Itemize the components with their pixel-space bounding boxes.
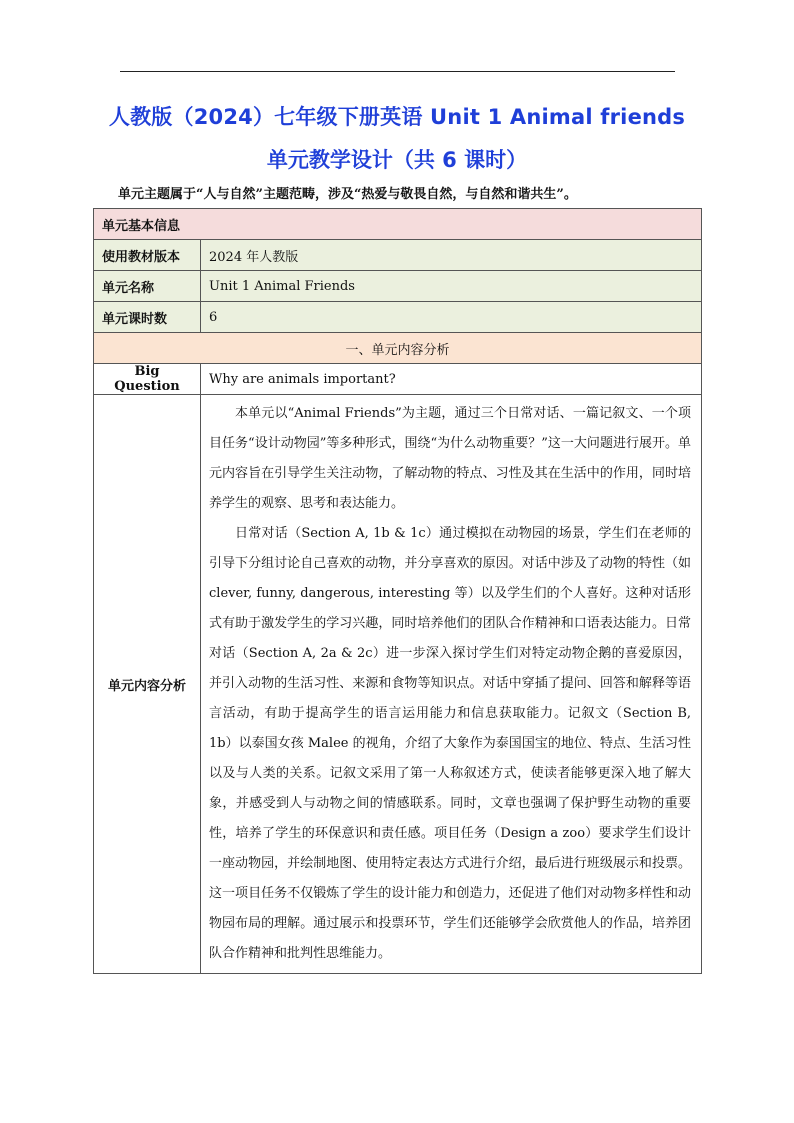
analysis-paragraph: 日常对话（Section A, 1b & 1c）通过模拟在动物园的场景，学生们在老师的引导下分组讨论自己喜欢的动物，并分享喜欢的原因。对话中涉及了动物的特性（如 clever, funny, dangerous, interesting 等）以及学生们的个人喜好。这种对话形式有助于激发学生的学习兴趣，同时培养他们的团队合作精神和口语表达能力。日常对话（Section A, 2a & 2c）进一步深入探讨学生们对特定动物企鹅的喜爱原因，并引入动物的生活习性、来源和食物等知识点。对话中穿插了提问、回答和解释等语言活动，有助于提高学生的语言运用能力和信息获取能力。记叙文（Section B, 1b）以泰国女孩 Malee 的视角，介绍了大象作为泰国国宝的地位、特点、生活习性以及与人类的关系。记叙文采用了第一人称叙述方式，使读者能够更深入地了解大象，并感受到人与动物之间的情感联系。同时，文章也强调了保护野生动物的重要性，培养了学生的环保意识和责任感。项目任务（Design a zoo）要求学生们设计一座动物园，并绘制地图、使用特定表达方式进行介绍，最后进行班级展示和投票。这一项目任务不仅锻炼了学生的设计能力和创造力，还促进了他们对动物多样性和动物园布局的理解。通过展示和投票环节，学生们还能够学会欣赏他人的作品，培养团队合作精神和批判性思维能力。 (209, 526, 692, 961)
big-question-row (94, 364, 702, 395)
analysis-paragraph: 本单元以“Animal Friends”为主题，通过三个日常对话、一篇记叙文、一个项目任务“设计动物园”等多种形式，围绕“为什么动物重要？”这一大问题进行展开。单元内容旨在引导学生关注动物，了解动物的特点、习性及其在生活中的作用，同时培养学生的观察、思考和表达能力。 (209, 406, 692, 511)
unit-info-table (93, 208, 702, 974)
table-row (94, 240, 702, 271)
document-title: 人教版（2024）七年级下册英语 Unit 1 Animal friends (108, 105, 686, 129)
row-value: 6 (201, 302, 702, 333)
big-question-label: Big Question (94, 364, 201, 395)
header-rule (120, 71, 675, 72)
row-value: Unit 1 Animal Friends (201, 271, 702, 302)
section-header-row (94, 333, 702, 364)
section-header: 一、单元内容分析 (94, 333, 702, 364)
table-row (94, 302, 702, 333)
analysis-content (201, 395, 702, 974)
basic-info-header-row (94, 209, 702, 240)
table-row (94, 271, 702, 302)
big-question-value: Why are animals important? (201, 364, 702, 395)
document-subtitle: 单元教学设计（共 6 课时） (266, 148, 528, 172)
basic-info-header: 单元基本信息 (94, 209, 702, 240)
row-label: 单元课时数 (94, 302, 201, 333)
row-label: 使用教材版本 (94, 240, 201, 271)
row-value: 2024 年人教版 (201, 240, 702, 271)
analysis-row (94, 395, 702, 974)
row-label: 单元名称 (94, 271, 201, 302)
unit-theme-intro: 单元主题属于“人与自然”主题范畴，涉及“热爱与敬畏自然，与自然和谐共生”。 (118, 187, 577, 202)
analysis-label: 单元内容分析 (94, 395, 201, 974)
